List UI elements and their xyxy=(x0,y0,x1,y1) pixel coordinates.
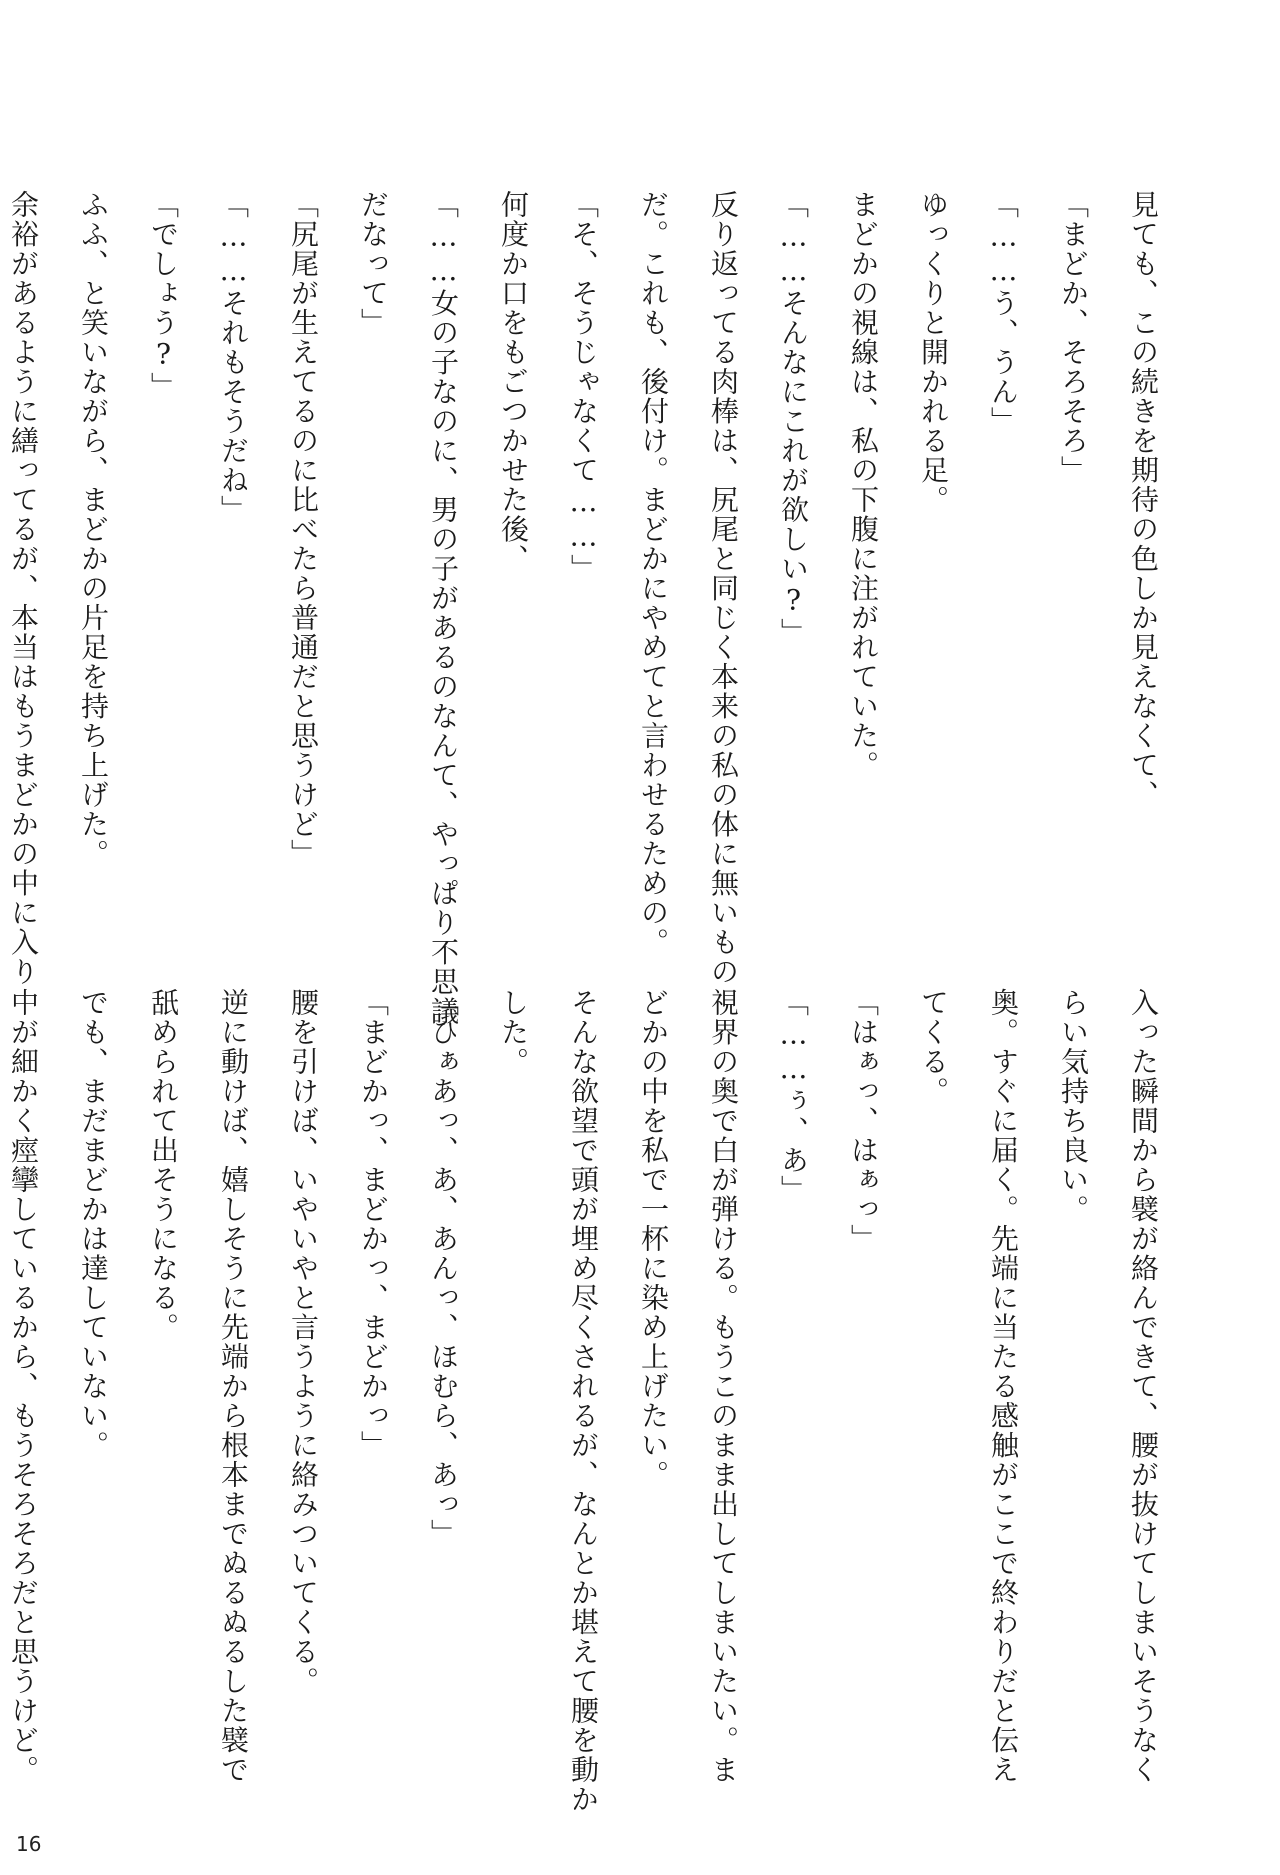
text-line: 視界の奥で白が弾ける。もうこのまま出してしまいたい。ま xyxy=(707,988,740,1785)
text-line: 「……う、うん」 xyxy=(987,190,1020,436)
text-line: 「まどかっ、まどかっ、まどかっ」 xyxy=(357,988,390,1460)
text-line: だなって」 xyxy=(357,190,390,338)
text-line: だ。これも、後付け。まどかにやめてと言わせるための。 xyxy=(637,190,670,957)
text-line: 「……そんなにこれが欲しい?」 xyxy=(777,190,810,648)
text-line: まどかの視線は、私の下腹に注がれていた。 xyxy=(847,190,880,780)
text-line: 「ひぁあっ、あ、あんっ、ほむら、あっ」 xyxy=(427,988,460,1549)
text-line: 「……女の子なのに、男の子があるのなんて、やっぱり不思議 xyxy=(427,190,460,1026)
text-line: 入った瞬間から襞が絡んできて、腰が抜けてしまいそうなく xyxy=(1127,988,1160,1785)
text-line: 逆に動けば、嬉しそうに先端から根本までぬるぬるした襞で xyxy=(217,988,250,1785)
text-line: 「……ぅ、あ」 xyxy=(777,988,810,1205)
text-line: 「でしょう?」 xyxy=(147,190,180,402)
text-line: 余裕があるように繕ってるが、本当はもうまどかの中に入り xyxy=(7,190,40,987)
text-line: 「はぁっ、はぁっ」 xyxy=(847,988,880,1254)
text-line: 何度か口をもごつかせた後、 xyxy=(497,190,530,574)
text-line: 「……それもそうだね」 xyxy=(217,190,250,525)
text-line: 奥。すぐに届く。先端に当たる感触がここで終わりだと伝え xyxy=(987,988,1020,1785)
text-line: てくる。 xyxy=(917,988,950,1106)
text-line: 舐められて出そうになる。 xyxy=(147,988,180,1342)
text-line: どかの中を私で一杯に染め上げたい。 xyxy=(637,988,670,1490)
text-line: 「まどか、そろそろ」 xyxy=(1057,190,1090,485)
text-line: 「尻尾が生えてるのに比べたら普通だと思うけど」 xyxy=(287,190,320,869)
text-line: でも、まだまどかは達していない。 xyxy=(77,988,110,1460)
text-line: 腰を引けば、いやいやと言うように絡みついてくる。 xyxy=(287,988,320,1696)
text-line: そんな欲望で頭が埋め尽くされるが、なんとか堪えて腰を動か xyxy=(567,988,600,1814)
text-line: ゆっくりと開かれる足。 xyxy=(917,190,950,515)
text-line: 見ても、この続きを期待の色しか見えなくて、 xyxy=(1127,190,1160,810)
text-block-upper xyxy=(7,190,1178,1026)
text-line: らい気持ち良い。 xyxy=(1057,988,1090,1224)
text-line: 「そ、そうじゃなくて……」 xyxy=(567,190,600,584)
text-line: 中が細かく痙攣しているから、もうそろそろだと思うけど。 xyxy=(7,988,40,1785)
text-line: ふふ、と笑いながら、まどかの片足を持ち上げた。 xyxy=(77,190,110,869)
text-block-lower xyxy=(7,988,1178,1814)
page-number: 16 xyxy=(16,1832,42,1856)
text-line: した。 xyxy=(497,988,530,1077)
text-line: 反り返ってる肉棒は、尻尾と同じく本来の私の体に無いもの xyxy=(707,190,740,987)
